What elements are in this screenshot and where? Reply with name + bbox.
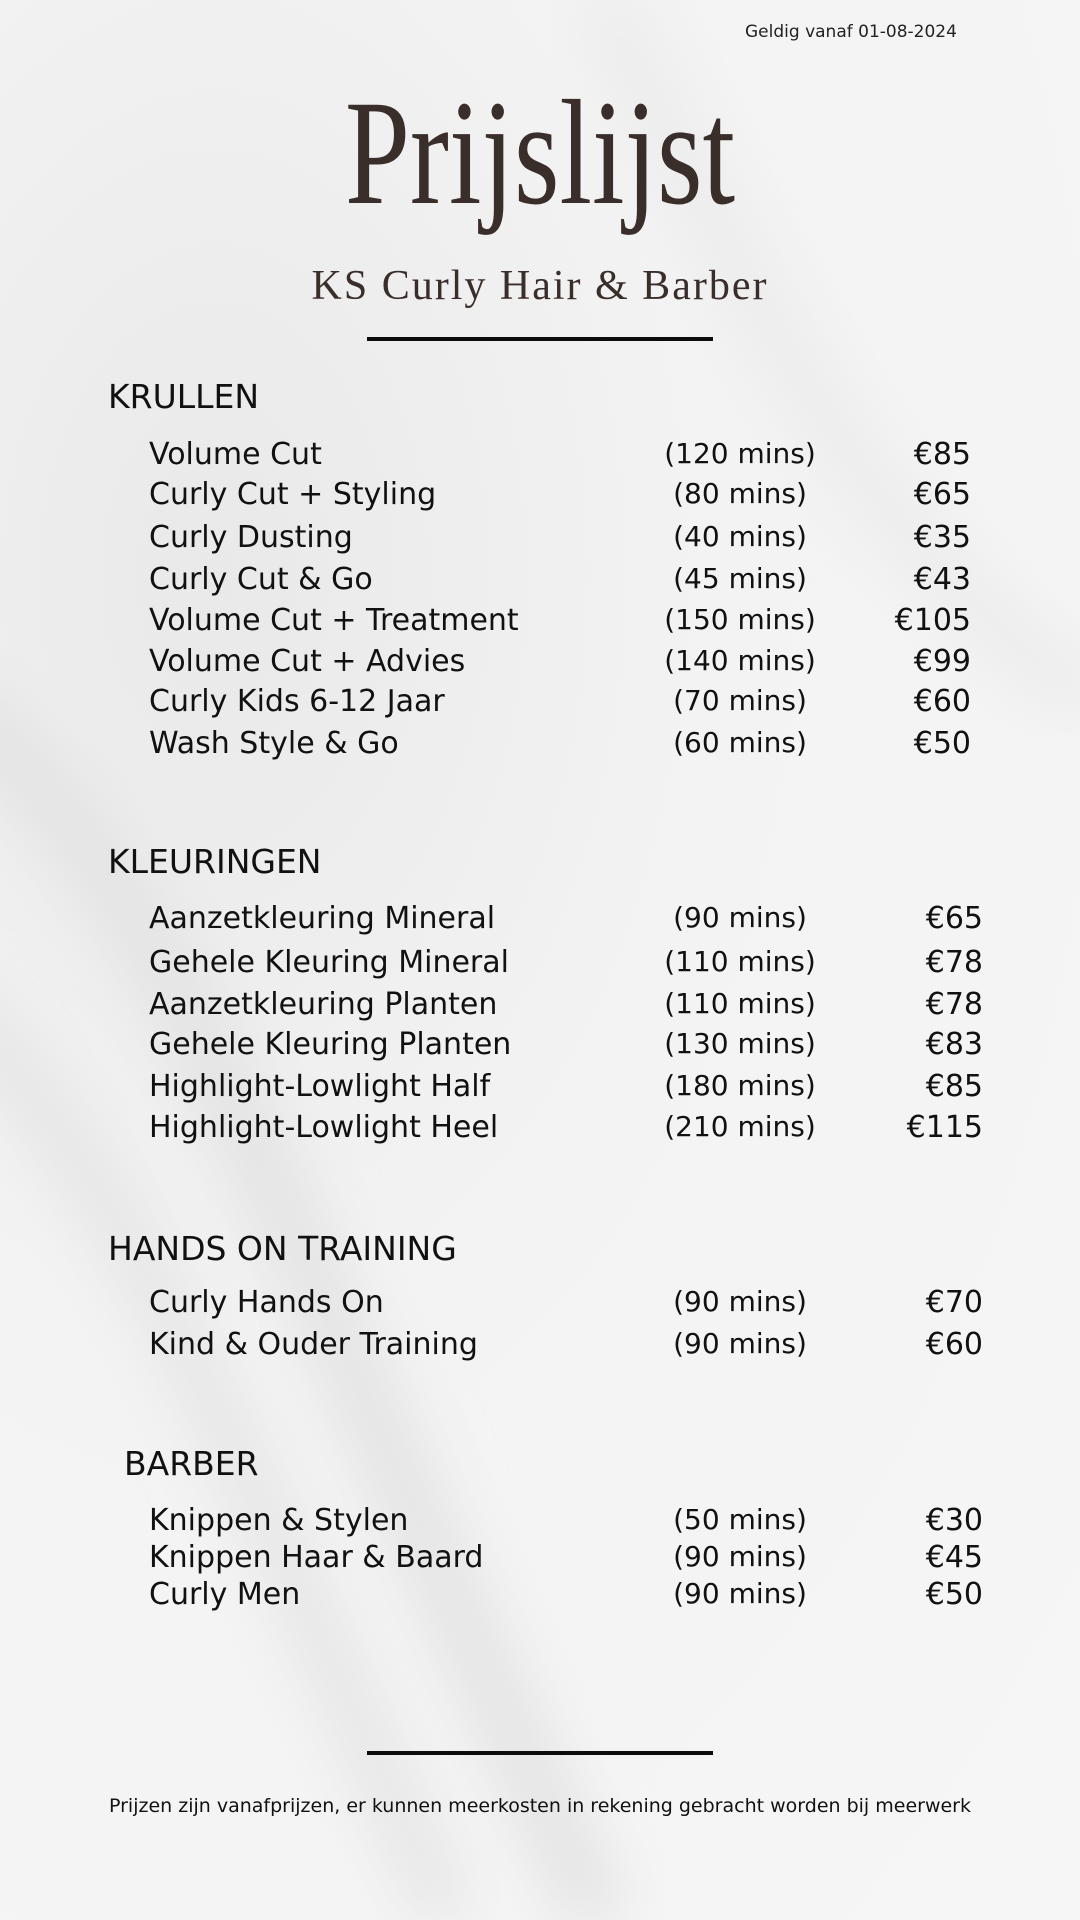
service-name: Curly Hands On <box>149 1285 384 1320</box>
price-list-item <box>0 1540 1080 1580</box>
service-price: €43 <box>913 562 971 597</box>
service-duration: (80 mins) <box>673 477 807 510</box>
service-name: Volume Cut + Advies <box>149 644 466 679</box>
price-list-item <box>0 520 1080 560</box>
business-name: KS Curly Hair & Barber <box>311 263 769 309</box>
valid-from-date: Geldig vanaf 01-08-2024 <box>745 22 957 42</box>
service-name: Knippen Haar & Baard <box>149 1540 484 1575</box>
bottom-divider <box>367 1751 713 1755</box>
service-price: €60 <box>925 1327 983 1362</box>
service-duration: (120 mins) <box>664 437 816 470</box>
service-price: €85 <box>925 1069 983 1104</box>
service-duration: (180 mins) <box>664 1069 816 1102</box>
service-price: €78 <box>925 987 983 1022</box>
service-price: €50 <box>913 726 971 761</box>
section-heading: KRULLEN <box>108 377 260 416</box>
price-list-item <box>0 1503 1080 1543</box>
price-list-item <box>0 562 1080 602</box>
service-duration: (90 mins) <box>673 1540 807 1573</box>
service-price: €50 <box>925 1577 983 1612</box>
service-price: €45 <box>925 1540 983 1575</box>
service-name: Curly Men <box>149 1577 301 1612</box>
service-name: Curly Kids 6-12 Jaar <box>149 684 445 719</box>
service-price: €99 <box>913 644 971 679</box>
service-duration: (210 mins) <box>664 1110 816 1143</box>
service-duration: (45 mins) <box>673 562 807 595</box>
service-price: €35 <box>913 520 971 555</box>
service-duration: (140 mins) <box>664 644 816 677</box>
service-price: €65 <box>925 901 983 936</box>
service-duration: (40 mins) <box>673 520 807 553</box>
price-list-item <box>0 684 1080 724</box>
price-list-item <box>0 901 1080 941</box>
service-price: €78 <box>925 945 983 980</box>
service-price: €115 <box>906 1110 983 1145</box>
service-price: €65 <box>913 477 971 512</box>
service-name: Knippen & Stylen <box>149 1503 409 1538</box>
service-duration: (110 mins) <box>664 945 816 978</box>
service-duration: (90 mins) <box>673 1327 807 1360</box>
top-divider <box>367 337 713 341</box>
service-name: Aanzetkleuring Planten <box>149 987 498 1022</box>
service-duration: (70 mins) <box>673 684 807 717</box>
service-duration: (90 mins) <box>673 1285 807 1318</box>
service-duration: (90 mins) <box>673 901 807 934</box>
service-name: Curly Cut & Go <box>149 562 373 597</box>
price-list-item <box>0 603 1080 643</box>
price-list-item <box>0 1577 1080 1617</box>
price-list-item <box>0 1110 1080 1150</box>
section-heading: HANDS ON TRAINING <box>108 1229 457 1268</box>
service-name: Gehele Kleuring Planten <box>149 1027 512 1062</box>
service-price: €30 <box>925 1503 983 1538</box>
service-duration: (150 mins) <box>664 603 816 636</box>
service-name: Curly Cut + Styling <box>149 477 437 512</box>
service-name: Volume Cut + Treatment <box>149 603 519 638</box>
section-heading: KLEURINGEN <box>108 842 322 881</box>
service-name: Volume Cut <box>149 437 322 472</box>
section-heading: BARBER <box>124 1444 259 1483</box>
price-list-item <box>0 1285 1080 1325</box>
service-name: Kind & Ouder Training <box>149 1327 478 1362</box>
price-list-item <box>0 1027 1080 1067</box>
service-name: Highlight-Lowlight Half <box>149 1069 491 1104</box>
service-price: €105 <box>894 603 971 638</box>
service-name: Aanzetkleuring Mineral <box>149 901 496 936</box>
footer-note: Prijzen zijn vanafprijzen, er kunnen meerkosten in rekening gebracht worden bij meerwerk <box>109 1795 971 1817</box>
service-duration: (130 mins) <box>664 1027 816 1060</box>
page-title: Prijslijst <box>344 70 736 236</box>
service-duration: (110 mins) <box>664 987 816 1020</box>
service-name: Curly Dusting <box>149 520 353 555</box>
price-list-item <box>0 1069 1080 1109</box>
service-duration: (90 mins) <box>673 1577 807 1610</box>
service-price: €60 <box>913 684 971 719</box>
price-list-item <box>0 644 1080 684</box>
service-price: €70 <box>925 1285 983 1320</box>
service-price: €83 <box>925 1027 983 1062</box>
service-duration: (60 mins) <box>673 726 807 759</box>
price-list-item <box>0 945 1080 985</box>
price-list-item <box>0 437 1080 477</box>
price-list-item <box>0 477 1080 517</box>
price-list-item <box>0 987 1080 1027</box>
service-duration: (50 mins) <box>673 1503 807 1536</box>
service-price: €85 <box>913 437 971 472</box>
service-name: Gehele Kleuring Mineral <box>149 945 509 980</box>
price-list-item <box>0 1327 1080 1367</box>
service-name: Wash Style & Go <box>149 726 399 761</box>
service-name: Highlight-Lowlight Heel <box>149 1110 499 1145</box>
price-list-item <box>0 726 1080 766</box>
